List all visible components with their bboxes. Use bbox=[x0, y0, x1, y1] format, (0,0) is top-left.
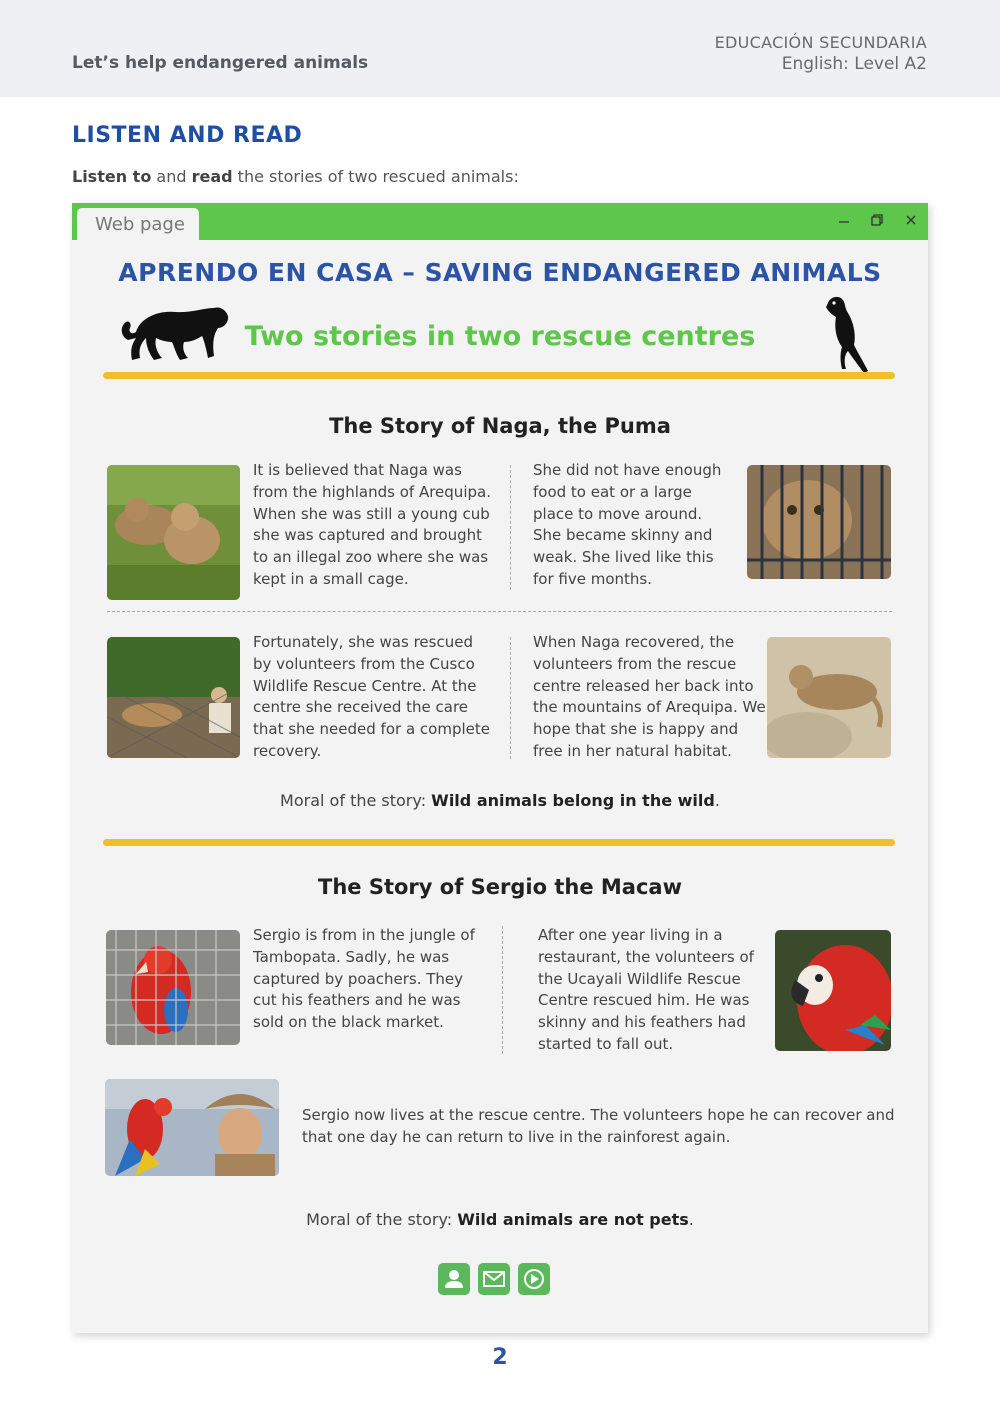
tab-web-page[interactable]: Web page bbox=[77, 208, 199, 240]
header-course bbox=[715, 33, 927, 74]
header-level-line1: EDUCACIÓN SECUNDARIA bbox=[714, 33, 927, 52]
vertical-divider bbox=[502, 926, 503, 1054]
section-title: LISTEN AND READ bbox=[72, 123, 303, 148]
instruction-bold-listen: Listen to bbox=[72, 167, 152, 186]
moral-label: Moral of the story: bbox=[280, 791, 432, 810]
rescue-centre-photo bbox=[107, 637, 240, 758]
vertical-divider bbox=[510, 465, 511, 590]
horizontal-divider bbox=[107, 611, 892, 612]
instruction-and: and bbox=[151, 167, 192, 186]
window-titlebar bbox=[72, 203, 928, 240]
moral-label: Moral of the story: bbox=[306, 1210, 458, 1229]
story1-moral bbox=[72, 791, 928, 810]
story1-paragraph2: She did not have enough food to eat or a large place to move around. She became skinny and weak. She lived like this for five months. bbox=[533, 461, 722, 588]
volunteer-with-macaw-photo bbox=[105, 1079, 279, 1176]
macaw-portrait-photo bbox=[775, 930, 891, 1051]
instruction-text bbox=[72, 167, 519, 186]
story1-title: The Story of Naga, the Puma bbox=[329, 414, 671, 438]
page-header bbox=[0, 0, 1000, 97]
yellow-divider-middle bbox=[103, 839, 895, 846]
header-title: Let’s help endangered animals bbox=[72, 53, 369, 73]
moral-end: . bbox=[688, 1210, 694, 1229]
story1-paragraph3: Fortunately, she was rescued by volunteers from the Cusco Wildlife Rescue Centre. At the centre she received the care that she needed for a complete recovery. bbox=[253, 633, 490, 760]
moral-text: Wild animals belong in the wild bbox=[431, 791, 715, 810]
header-level-line2: English: Level A2 bbox=[781, 54, 927, 74]
caged-macaw-photo bbox=[106, 930, 240, 1045]
story1-paragraph1: It is believed that Naga was from the highlands of Arequipa. When she was still a young cub she was captured and brought to an illegal zoo where she was kept in a small cage. bbox=[253, 461, 491, 588]
puma-free-photo bbox=[767, 637, 891, 758]
parrot-silhouette-icon bbox=[822, 295, 872, 375]
story2-title: The Story of Sergio the Macaw bbox=[318, 875, 682, 899]
subtitle: Two stories in two rescue centres bbox=[244, 321, 756, 352]
puma-in-cage-photo bbox=[747, 465, 891, 579]
banner-title: APRENDO EN CASA – SAVING ENDANGERED ANIMALS bbox=[118, 258, 882, 287]
page-number: 2 bbox=[492, 1345, 508, 1370]
instruction-rest: the stories of two rescued animals: bbox=[232, 167, 519, 186]
story2-moral bbox=[72, 1210, 928, 1229]
vertical-divider bbox=[510, 637, 511, 759]
web-page-window bbox=[72, 203, 928, 1333]
yellow-divider-top bbox=[103, 372, 895, 379]
story2-paragraph1: Sergio is from in the jungle of Tambopata. Sadly, he was captured by poachers. They cut his feathers and he was sold on the black market. bbox=[253, 926, 475, 1032]
story2-paragraph2: After one year living in a restaurant, the volunteers of the Ucayali Wildlife Rescue Centre rescued him. He was skinny and his feathers had started to fall out. bbox=[538, 926, 754, 1053]
story1-paragraph4: When Naga recovered, the volunteers from the rescue centre released her back into the mountains of Arequipa. We hope that she is happy and free in her natural habitat. bbox=[533, 633, 766, 760]
moral-text: Wild animals are not pets bbox=[457, 1210, 689, 1229]
instruction-bold-read: read bbox=[191, 167, 233, 186]
minimize-icon[interactable] bbox=[836, 213, 852, 229]
mail-icon[interactable] bbox=[478, 1263, 510, 1295]
user-icon[interactable] bbox=[438, 1263, 470, 1295]
moral-end: . bbox=[714, 791, 720, 810]
close-icon[interactable] bbox=[903, 213, 919, 229]
puma-cubs-photo bbox=[107, 465, 240, 600]
story2-paragraph3: Sergio now lives at the rescue centre. The volunteers hope he can recover and that one day he can return to live in the rainforest again. bbox=[302, 1106, 895, 1146]
play-icon[interactable] bbox=[518, 1263, 550, 1295]
restore-icon[interactable] bbox=[869, 213, 885, 229]
